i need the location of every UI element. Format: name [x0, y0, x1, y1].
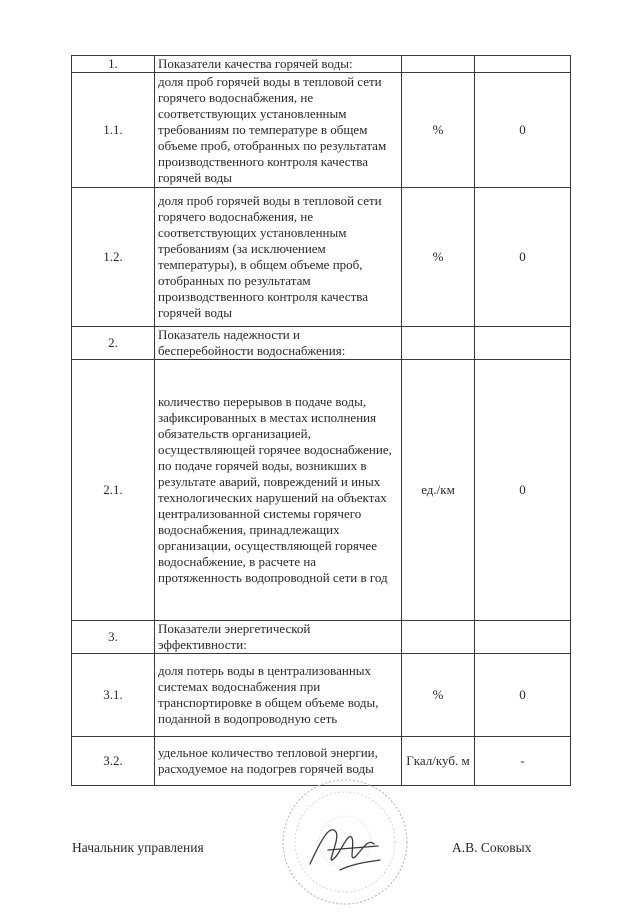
row-unit — [402, 327, 475, 360]
row-number: 3.2. — [72, 737, 155, 786]
row-unit: Гкал/куб. м — [402, 737, 475, 786]
row-number: 2. — [72, 327, 155, 360]
row-value: - — [475, 737, 571, 786]
signatory-position: Начальник управления — [72, 840, 204, 855]
row-value — [475, 621, 571, 654]
table-row — [72, 56, 571, 73]
row-unit — [402, 56, 475, 73]
row-unit — [402, 621, 475, 654]
row-value — [475, 56, 571, 73]
row-number: 2.1. — [72, 360, 155, 621]
table-row — [72, 654, 571, 737]
row-unit: % — [402, 73, 475, 188]
table-row — [72, 327, 571, 360]
row-description: Показатель надежности и бесперебойности водоснабжения: — [155, 327, 402, 360]
row-unit: % — [402, 654, 475, 737]
signature-scribble — [310, 830, 380, 870]
row-unit: ед./км — [402, 360, 475, 621]
table-row — [72, 73, 571, 188]
row-description: Показатели качества горячей воды: — [155, 56, 402, 73]
row-value: 0 — [475, 654, 571, 737]
indicators-table — [71, 55, 571, 786]
table-row — [72, 360, 571, 621]
row-number: 1. — [72, 56, 155, 73]
row-number: 3.1. — [72, 654, 155, 737]
row-value — [475, 327, 571, 360]
row-description: удельное количество тепловой энергии, расходуемое на подогрев горячей воды — [155, 737, 402, 786]
row-description: Показатели энергетической эффективности: — [155, 621, 402, 654]
table-row — [72, 621, 571, 654]
signatory-name: А.В. Соковых — [452, 840, 532, 855]
row-unit: % — [402, 188, 475, 327]
row-value: 0 — [475, 360, 571, 621]
row-number: 3. — [72, 621, 155, 654]
table-row — [72, 188, 571, 327]
row-description: количество перерывов в подаче воды, зафиксированных в местах исполнения обязательств организацией, осуществляющей горячее водоснабжение, по подаче горячей воды, возникших в результате аварий, повреждений и иных технологических нарушений на объектах централизованной системы горячего водоснабжения, принадлежащих организации, осуществляющей горячее водоснабжение, в расчете на протяженность водопроводной сети в год — [155, 360, 402, 621]
row-number: 1.1. — [72, 73, 155, 188]
row-value: 0 — [475, 73, 571, 188]
row-description: доля проб горячей воды в тепловой сети горячего водоснабжения, не соответствующих установленным требованиям по температуре в общем объеме проб, отобранных по результатам производственного контроля качества горячей воды — [155, 73, 402, 188]
row-description: доля потерь воды в централизованных системах водоснабжения при транспортировке в общем объеме воды, поданной в водопроводную сеть — [155, 654, 402, 737]
row-value: 0 — [475, 188, 571, 327]
row-number: 1.2. — [72, 188, 155, 327]
row-description: доля проб горячей воды в тепловой сети горячего водоснабжения, не соответствующих установленным требованиям (за исключением температуры), в общем объеме проб, отобранных по результатам производственного контроля качества горячей воды — [155, 188, 402, 327]
official-seal — [270, 772, 420, 912]
